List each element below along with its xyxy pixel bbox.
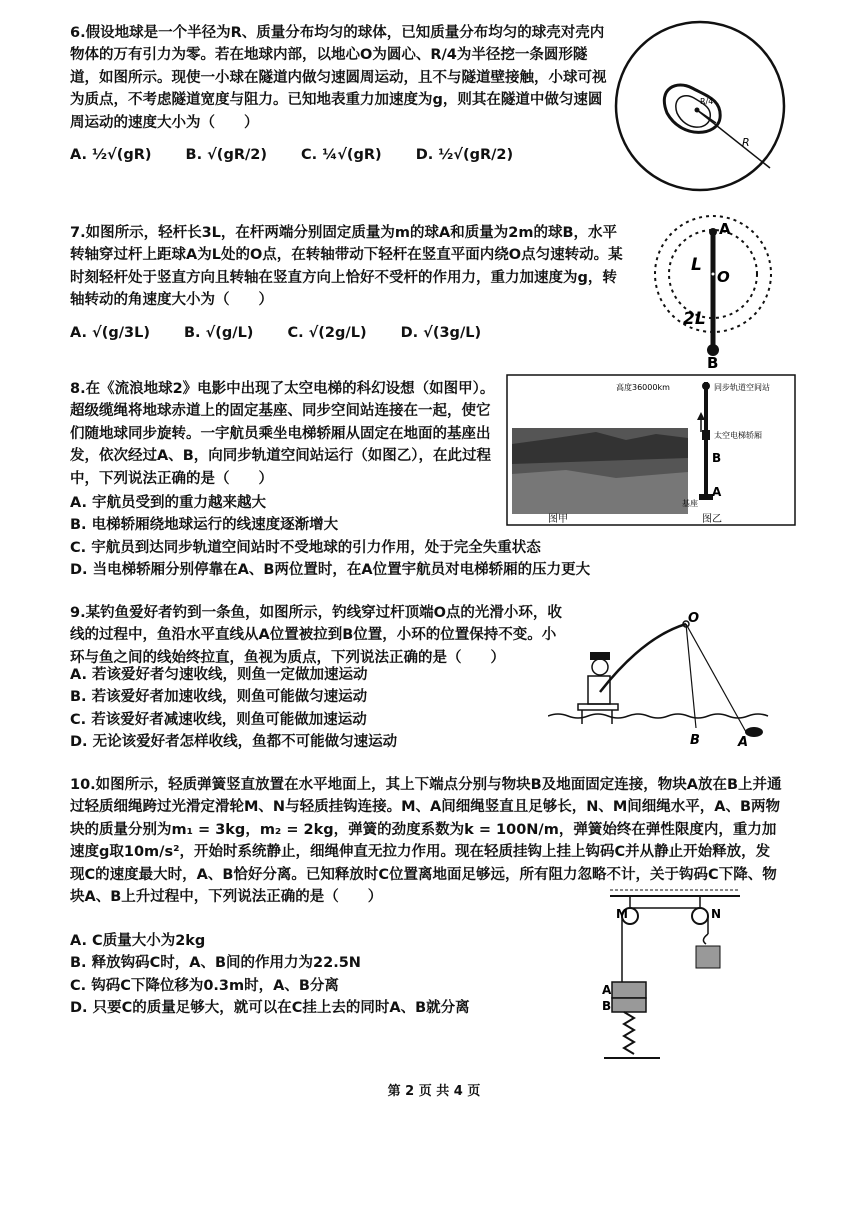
- question-9-label-A: A: [738, 735, 749, 750]
- question-10-options: [70, 930, 590, 1020]
- question-7-option-d: D. √(3g/L): [400, 324, 482, 341]
- question-8-label-B: B: [712, 451, 722, 465]
- question-8-figure: [506, 374, 796, 526]
- question-9-option-c: C. 若该爱好者减速收线，则鱼可能做加速运动: [70, 711, 367, 728]
- question-9-option-d: D. 无论该爱好者怎样收线，鱼都不可能做匀速运动: [70, 734, 398, 751]
- question-7-option-c: C. √(2g/L): [287, 324, 367, 341]
- question-6-label-R: R: [742, 136, 750, 149]
- question-9-stem: 9.某钓鱼爱好者钓到一条鱼，如图所示，钓线穿过杆顶端O点的光滑小环，收线的过程中，鱼沿水平直线从A位置被拉到B位置，小环的位置保持不变。小环与鱼之间的线始终拉直，鱼视为质点，下列说法正确的是（ ）: [70, 605, 562, 666]
- question-8-label-A: A: [712, 485, 722, 499]
- question-6-options: [70, 144, 610, 166]
- question-9: [70, 602, 570, 669]
- question-7-label-B: B: [707, 354, 719, 372]
- question-6-figure: [612, 18, 788, 194]
- question-10-option-a: A. C质量大小为2kg: [70, 933, 206, 949]
- question-7: [70, 222, 630, 344]
- question-10-figure: [600, 888, 750, 1068]
- question-8-option-c: C. 宇航员到达同步轨道空间站时不受地球的引力作用，处于完全失重状态: [70, 539, 541, 556]
- question-6-option-c: C. ¼√(gR): [301, 147, 382, 164]
- question-9-options: [70, 664, 550, 754]
- question-7-figure: [645, 212, 795, 372]
- question-10-label-N: N: [711, 907, 722, 921]
- question-8-option-d: D. 当电梯轿厢分别停靠在A、B两位置时，在A位置宇航员对电梯轿厢的压力更大: [70, 562, 591, 579]
- question-9-option-b: B. 若该爱好者加速收线，则鱼可能做匀速运动: [70, 689, 368, 706]
- question-8: [70, 378, 500, 490]
- question-8-label-car: 太空电梯轿厢: [714, 431, 762, 440]
- question-9-label-B: B: [690, 733, 700, 748]
- question-10-option-b: B. 释放钩码C时，A、B间的作用力为22.5N: [70, 955, 361, 972]
- question-8-option-a: A. 宇航员受到的重力越来越大: [70, 495, 267, 511]
- question-10-option-c: C. 钩码C下降位移为0.3m时，A、B分离: [70, 977, 339, 994]
- question-9-label-O: O: [688, 612, 700, 626]
- question-7-label-2L: 2L: [683, 309, 706, 329]
- question-8-label-station: 同步轨道空间站: [714, 383, 770, 392]
- question-7-label-L: L: [691, 255, 702, 275]
- question-6: [70, 22, 610, 167]
- question-10-option-d: D. 只要C的质量足够大，就可以在C挂上去的同时A、B就分离: [70, 1000, 470, 1017]
- question-7-stem: 7.如图所示，轻杆长3L，在杆两端分别固定质量为m的球A和质量为2m的球B，水平转轴穿过杆上距球A为L处的O点，在转轴带动下轻杆在竖直平面内绕O点匀速转动。某时刻轻杆处于竖直方向且转轴在竖直方向上恰好不受杆的作用力，重力加速度为g，转轴转动的角速度大小为（ ）: [70, 225, 623, 309]
- question-10-label-M: M: [616, 907, 628, 921]
- question-9-figure: [548, 612, 778, 752]
- page-footer: 第 2 页 共 4 页: [387, 1084, 481, 1099]
- question-10-label-A: A: [602, 983, 612, 997]
- question-8-label-base: 基座: [682, 499, 698, 508]
- question-8-caption-b: 图乙: [702, 514, 722, 525]
- question-6-option-d: D. ½√(gR/2): [415, 147, 514, 164]
- question-7-options: [70, 322, 630, 344]
- question-6-option-a: A. ½√(gR): [70, 147, 152, 164]
- question-10-label-B: B: [602, 999, 612, 1013]
- question-10-stem: 10.如图所示，轻质弹簧竖直放置在水平地面上，其上下端点分别与物块B及地面固定连接，物块A放在B上并通过轻质细绳跨过光滑定滑轮M、N与轻质挂钩连接。M、A间细绳竖直且足够长，N、M间细绳水平，A、B两物块的质量分别为m₁ = 3kg，m₂ = 2kg，弹簧的劲度系数为k = 100N/m，弹簧始终在弹性限度内，重力加速度g取10m/s²，开始时系统静止，细绳伸直无拉力作用。现在轻质挂钩上挂上钩码C并从静止开始释放，发现C的速度最大时，A、B恰好分离。已知释放时C位置离地面足够远，所有阻力忽略不计，关于钩码C下降、物块A、B上升过程中，下列说法正确的是（ ）: [70, 777, 782, 906]
- question-8-stem: 8.在《流浪地球2》电影中出现了太空电梯的科幻设想（如图甲）。超级缆绳将地球赤道上的固定基座、同步空间站连接在一起，使它们随地球同步旋转。一宇航员乘坐电梯轿厢从固定在地面的基座出发，依次经过A、B，向同步轨道空间站运行（如图乙），在此过程中，下列说法正确的是（ ）: [70, 381, 495, 487]
- question-8-label-height: 高度36000km: [616, 383, 670, 392]
- question-7-option-b: B. √(g/L): [183, 324, 254, 341]
- question-7-option-a: A. √(g/3L): [70, 324, 150, 341]
- question-7-label-O: O: [717, 268, 730, 286]
- question-8-caption-a: 图甲: [548, 514, 568, 525]
- question-9-option-a: A. 若该爱好者匀速收线，则鱼一定做加速运动: [70, 667, 368, 683]
- question-7-label-A: A: [719, 220, 731, 238]
- question-8-option-b: B. 电梯轿厢绕地球运行的线速度逐渐增大: [70, 517, 339, 534]
- question-6-stem: 6.假设地球是一个半径为R、质量分布均匀的球体，已知质量分布均匀的球壳对壳内物体的万有引力为零。若在地球内部，以地心O为圆心、R/4为半径挖一条圆形隧道，如图所示。现使一小球在隧道内做匀速圆周运动，且不与隧道壁接触，小球可视为质点，不考虑隧道宽度与阻力。已知地表重力加速度为g，则其在隧道中做匀速圆周运动的速度大小为（ ）: [70, 25, 607, 131]
- question-6-label-r: R/4: [700, 97, 714, 106]
- question-6-option-b: B. √(gR/2): [185, 147, 267, 164]
